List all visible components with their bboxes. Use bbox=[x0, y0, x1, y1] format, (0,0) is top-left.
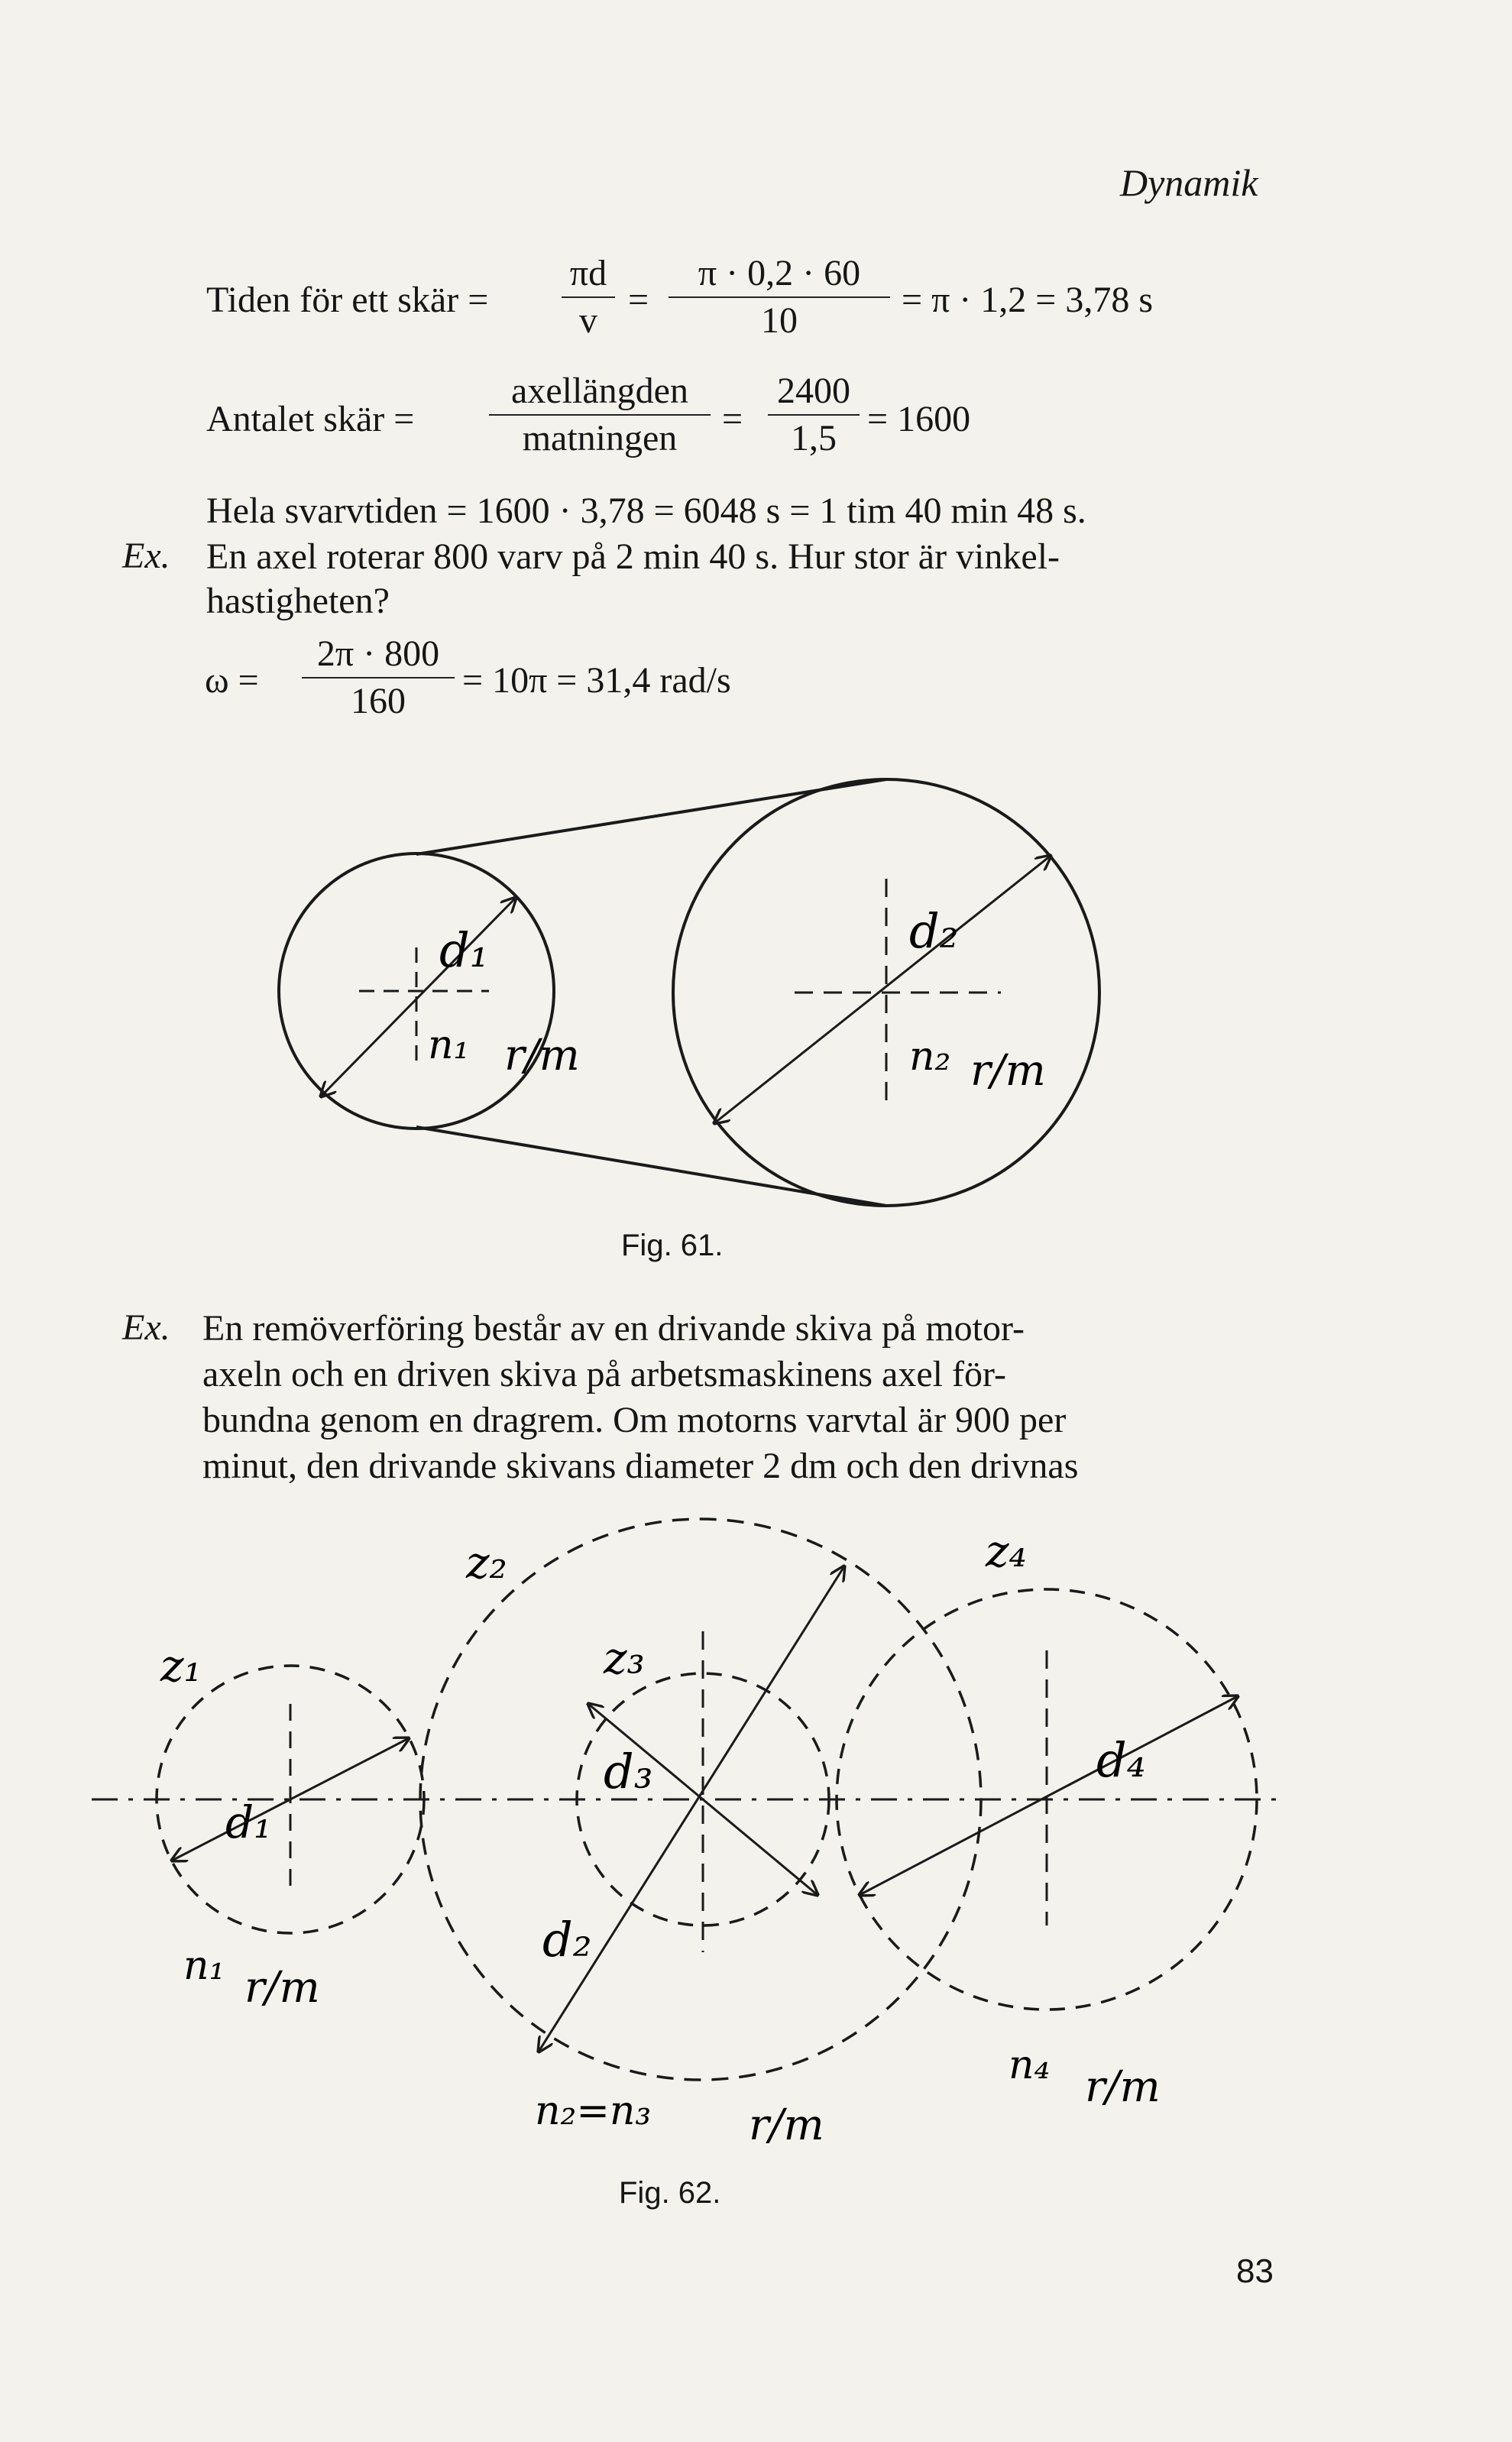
tid-f1-denominator: v bbox=[579, 300, 597, 341]
figure-62 bbox=[0, 1498, 1512, 2246]
fig62-rm23-label: r/m bbox=[749, 2100, 824, 2150]
fig61-d2-label: d₂ bbox=[909, 903, 959, 959]
omega-result: = 10π = 31,4 rad/s bbox=[462, 660, 731, 701]
example-2-label: Ex. bbox=[122, 1307, 170, 1348]
running-header: Dynamik bbox=[1120, 161, 1258, 204]
example-2-line-3: bundna genom en dragrem. Om motorns varvtal är 900 per bbox=[202, 1400, 1067, 1440]
omega-denominator: 160 bbox=[351, 681, 406, 721]
antal-f2-denominator: 1,5 bbox=[791, 418, 837, 458]
fig61-d1-label: d₁ bbox=[439, 922, 489, 978]
example-2-line-2: axeln och en driven skiva på arbetsmaskinens axel för- bbox=[202, 1354, 1006, 1394]
gear-d2-dimension bbox=[539, 1566, 844, 2052]
fig62-rm4-label: r/m bbox=[1085, 2062, 1161, 2112]
fig61-n2-label: n₂ bbox=[909, 1034, 951, 1080]
figure-62-caption: Fig. 62. bbox=[619, 2176, 721, 2210]
example-1-line-2: hastigheten? bbox=[206, 581, 390, 621]
fig62-n1-label: n₁ bbox=[183, 1943, 225, 1989]
fig62-z1-label: z₁ bbox=[160, 1640, 202, 1692]
fig61-rm2-label: r/m bbox=[970, 1046, 1046, 1096]
fig62-n23-label: n₂=n₃ bbox=[535, 2088, 652, 2134]
example-2-line-4: minut, den drivande skivans diameter 2 dm och den drivnas bbox=[202, 1446, 1079, 1486]
fig62-z4-label: z₄ bbox=[986, 1525, 1027, 1577]
tid-f2-numerator: π · 0,2 · 60 bbox=[698, 253, 861, 293]
fig62-d2-label: d₂ bbox=[542, 1912, 592, 1968]
example-1-label: Ex. bbox=[122, 536, 170, 576]
fig62-n4-label: n₄ bbox=[1009, 2042, 1051, 2088]
fig62-d4-label: d₄ bbox=[1096, 1732, 1146, 1788]
example-1-line-1: En axel roterar 800 varv på 2 min 40 s. Hur stor är vinkel- bbox=[206, 536, 1060, 577]
equals-sign: = bbox=[628, 280, 649, 320]
page-number: 83 bbox=[1236, 2253, 1274, 2290]
tid-label: Tiden för ett skär = bbox=[206, 280, 489, 320]
tid-f2-denominator: 10 bbox=[761, 300, 798, 341]
fig62-z3-label: z₃ bbox=[604, 1632, 645, 1684]
fig62-z2-label: z₂ bbox=[466, 1537, 507, 1589]
antal-label: Antalet skär = bbox=[206, 399, 415, 439]
tid-result: = π · 1,2 = 3,78 s bbox=[902, 280, 1154, 320]
omega-label: ω = bbox=[205, 660, 259, 701]
equals-sign: = bbox=[722, 399, 743, 439]
antal-f1-numerator: axellängden bbox=[511, 371, 688, 411]
antal-f1-denominator: matningen bbox=[522, 418, 678, 458]
hela-svarvtiden-line: Hela svarvtiden = 1600 · 3,78 = 6048 s = 1 tim 40 min 48 s. bbox=[206, 491, 1086, 531]
figure-61-caption: Fig. 61. bbox=[621, 1229, 724, 1262]
example-2-line-1: En remöverföring består av en drivande skiva på motor- bbox=[202, 1308, 1025, 1349]
omega-numerator: 2π · 800 bbox=[316, 633, 440, 674]
fig61-rm1-label: r/m bbox=[504, 1031, 580, 1080]
gear-d4-dimension bbox=[860, 1696, 1238, 1895]
fig62-d3-label: d₃ bbox=[604, 1744, 653, 1799]
tid-f1-numerator: πd bbox=[569, 253, 607, 293]
fig62-rm1-label: r/m bbox=[244, 1963, 320, 2013]
antal-result: = 1600 bbox=[867, 399, 971, 439]
fig61-n1-label: n₁ bbox=[428, 1022, 470, 1068]
antal-f2-numerator: 2400 bbox=[777, 371, 850, 411]
fig62-d1-label: d₁ bbox=[225, 1796, 272, 1848]
